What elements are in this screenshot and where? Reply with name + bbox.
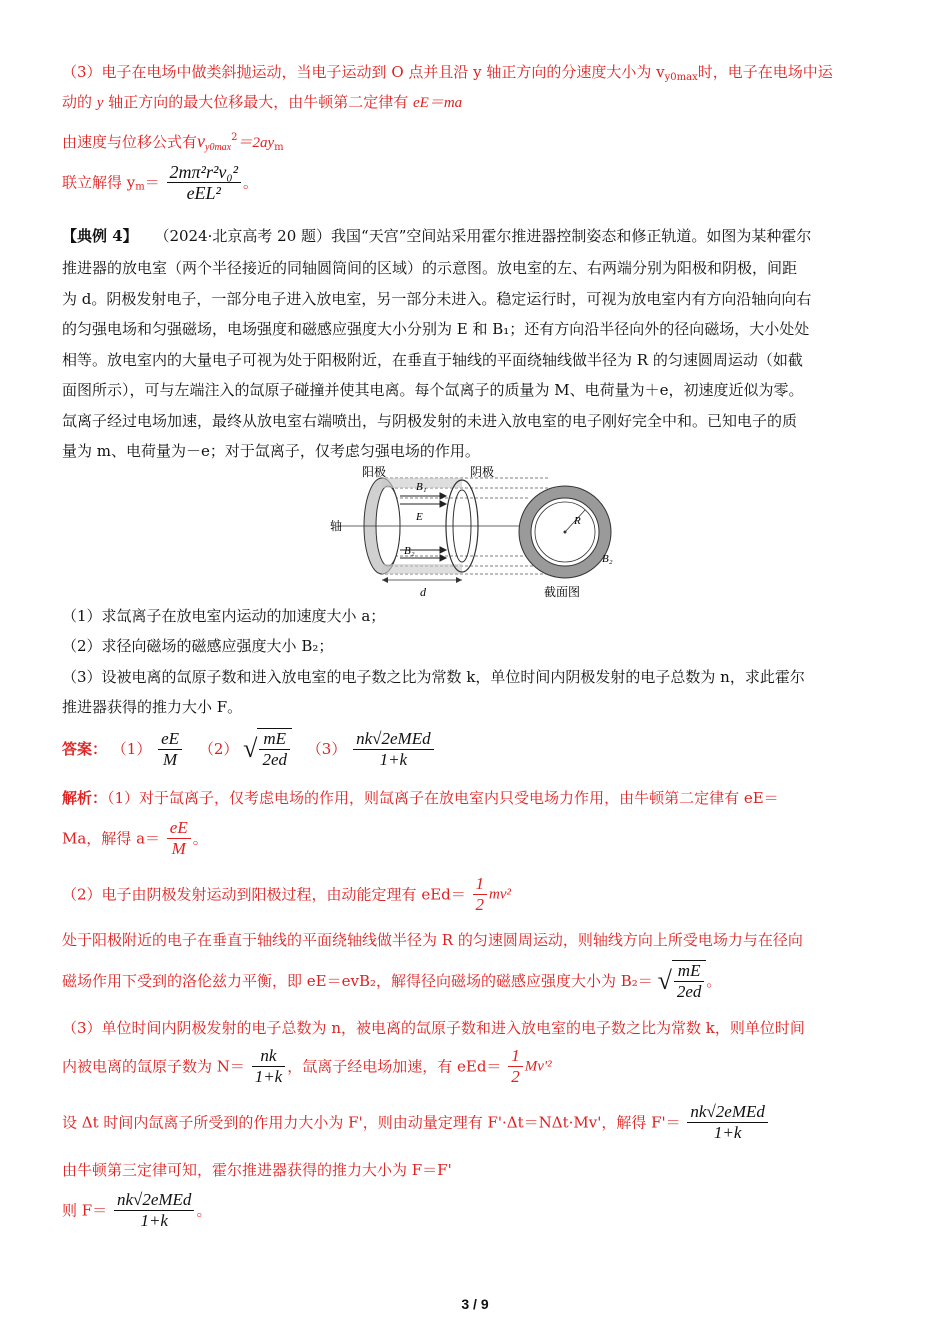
analysis-half-fraction: $\frac{1}{2}$: [473, 874, 488, 915]
hall-thruster-figure: [330, 466, 630, 602]
label-e: E: [416, 511, 423, 523]
answer-label: 答案：: [62, 740, 108, 758]
label-b2-right: B₂: [602, 553, 613, 565]
analysis-label: 解析：: [62, 789, 108, 807]
example-line1: 【典例 4】 （2024·北京高考 20 题）我国“天宫”空间站采用霍尔推进器控制姿态和修正轨道。如图为某种霍尔: [62, 227, 812, 245]
answer-line: 答案： （1） $\frac{eE}{M}$ （2） √ $\frac{mE}{2ed}$ （3） $\frac{\text{nk√2eMEd}}{1+k}$: [62, 728, 892, 776]
question-3b: 推进器获得的推力大小 F。: [62, 698, 243, 716]
label-b1: B₁: [416, 481, 427, 493]
prev-part3-line4: 联立解得 $y_m=$ $\frac{\text{2mπ²r²v₀²}}{\text{eEL²}}$ 。: [62, 162, 259, 203]
analysis-line6: （3）单位时间内阴极发射的电子总数为 n，被电离的氙原子数和进入放电室的电子数之比为常数 k，则单位时间: [62, 1019, 805, 1037]
prev-part3-line3: 由速度与位移公式有$v_{y0max}^2=2ay_m$: [62, 131, 284, 153]
analysis-n-fraction: $\frac{nk}{1+k}$: [252, 1046, 286, 1087]
analysis-line3: （2）电子由阴极发射运动到阳极过程，由动能定理有 eEd＝ $\frac{1}{2}$ mv²: [62, 874, 512, 914]
example-line4: 的匀强电场和匀强磁场，电场强度和磁感应强度大小分别为 E 和 B₁；还有方向沿半径向外的径向磁场，大小处处: [62, 320, 810, 338]
analysis-line8: 设 Δt 时间内氙离子所受到的作用力大小为 F'，则由动量定理有 F'·Δt＝NΔt·Mv'，解得 F'＝ $\frac{\text{nk√2eMEd}}{1+k}$: [62, 1102, 892, 1148]
channel-bottom: [382, 564, 462, 574]
question-3a: （3）设被电离的氙原子数和进入放电室的电子数之比为常数 k，单位时间内阴极发射的电子总数为 n，求此霍尔: [62, 668, 805, 686]
answer-1-fraction: $\frac{eE}{M}$: [158, 729, 182, 770]
label-axis: 轴: [330, 519, 343, 533]
analysis-line1: 解析：（1）对于氙离子，仅考虑电场的作用，则氙离子在放电室内只受电场力作用，由牛顿第二定律有 eE＝: [62, 789, 779, 807]
label-section: 截面图: [544, 585, 581, 599]
analysis-line5: 磁场作用下受到的洛伦兹力平衡，即 eE＝evB₂，解得径向磁场的磁感应强度大小为 B₂＝ √ $\frac{mE}{2ed}$ 。: [62, 961, 722, 1001]
d-arrow-left: [382, 577, 388, 583]
example-line3: 为 d。阴极发射电子，一部分电子进入放电室，另一部分未进入。稳定运行时，可视为放电室内有方向沿轴向向右: [62, 290, 812, 308]
example-line8: 量为 m、电荷量为－e；对于氙离子，仅考虑匀强电场的作用。: [62, 442, 480, 460]
fraction-ym: $\frac{\text{2mπ²r²v₀²}}{\text{eEL²}}$: [167, 162, 241, 203]
analysis-fprime-fraction: $\frac{\text{nk√2eMEd}}{1+k}$: [687, 1102, 767, 1143]
label-d: d: [420, 585, 426, 599]
label-cathode: 阴极: [470, 466, 495, 479]
label-anode: 阳极: [362, 466, 387, 479]
section-center: [564, 531, 567, 534]
answer-3-fraction: $\frac{\text{nk√2eMEd}}{1+k}$: [353, 729, 433, 770]
analysis-f-fraction: $\frac{\text{nk√2eMEd}}{1+k}$: [114, 1190, 194, 1231]
label-r: R: [574, 515, 581, 527]
label-b2-left: B₂: [404, 545, 415, 557]
example-tag: 【典例 4】: [62, 227, 138, 245]
prev-part3-line1: （3）电子在电场中做类斜抛运动，当电子运动到 O 点并且沿 y 轴正方向的分速度大小为 $v_{y0max}$时，电子在电场中运: [62, 63, 833, 83]
question-2: （2）求径向磁场的磁感应强度大小 B₂；: [62, 637, 334, 655]
example-line2: 推进器的放电室（两个半径接近的同轴圆筒间的区域）的示意图。放电室的左、右两端分别为阳极和阴极，间距: [62, 259, 798, 277]
prev-part3-line2: 动的 y 轴正方向的最大位移最大，由牛顿第二定律有 eE＝ma: [62, 93, 463, 111]
analysis-line9: 由牛顿第三定律可知，霍尔推进器获得的推力大小为 F＝F': [62, 1161, 452, 1179]
analysis-line4: 处于阳极附近的电子在垂直于轴线的平面绕轴线做半径为 R 的匀速圆周运动，则轴线方向上所受电场力与在径向: [62, 931, 803, 949]
analysis-a-fraction: $\frac{eE}{M}$: [167, 818, 191, 859]
example-line5: 相等。放电室内的大量电子可视为处于阳极附近，在垂直于轴线的平面绕轴线做半径为 R 的匀速圆周运动（如截: [62, 351, 803, 369]
answer-2-sqrt: √ $\frac{mE}{2ed}$: [243, 728, 292, 770]
analysis-line10: 则 F＝ $\frac{\text{nk√2eMEd}}{1+k}$ 。: [62, 1190, 212, 1230]
page-number: 3 / 9: [461, 1296, 489, 1312]
question-1: （1）求氙离子在放电室内运动的加速度大小 a；: [62, 607, 386, 625]
example-line6: 面图所示），可与左端注入的氙原子碰撞并使其电离。每个氙离子的质量为 M、电荷量为＋e，初速度近似为零。: [62, 381, 804, 399]
analysis-line7: 内被电离的氙原子数为 N＝ $\frac{nk}{1+k}$ ，氙离子经电场加速，有 eEd＝ $\frac{1}{2}$ Mv'²: [62, 1046, 552, 1086]
analysis-line2: Ma，解得 a＝ $\frac{eE}{M}$ 。: [62, 818, 208, 858]
example-line7: 氙离子经过电场加速，最终从放电室右端喷出，与阴极发射的未进入放电室的电子刚好完全中和。已知电子的质: [62, 412, 798, 430]
analysis-b2-sqrt: √ $\frac{mE}{2ed}$: [658, 960, 707, 1002]
d-arrow-right: [456, 577, 462, 583]
analysis-half-fraction-2: $\frac{1}{2}$: [508, 1046, 523, 1087]
